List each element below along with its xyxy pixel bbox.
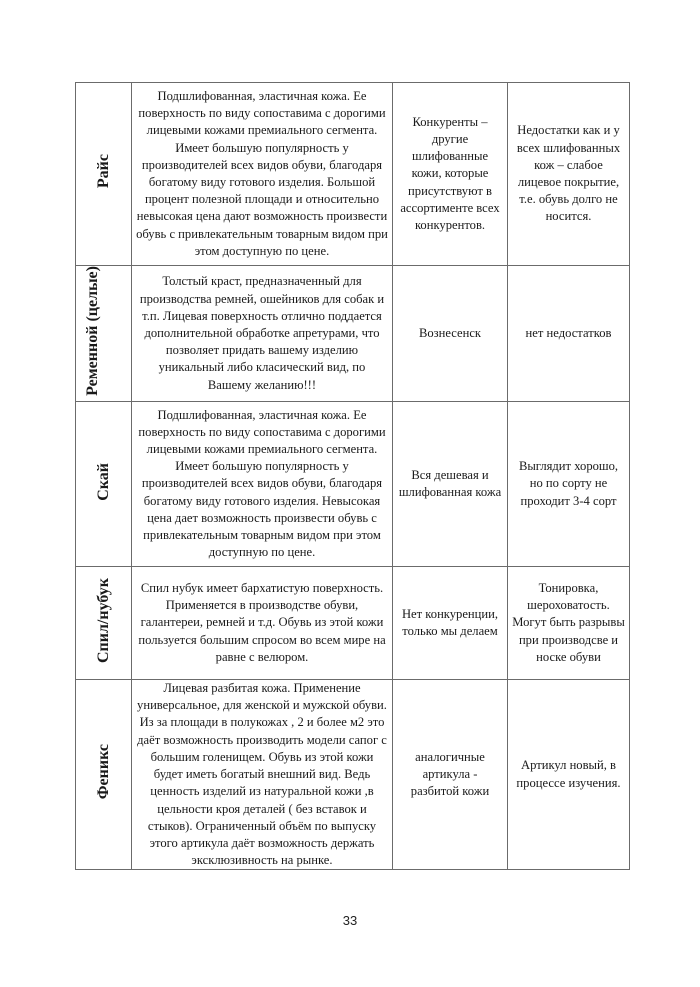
table-row	[76, 266, 630, 402]
table-row	[76, 680, 630, 870]
competitors-cell: Нет конкуренции, только мы делаем	[393, 567, 508, 680]
competitors-cell: Вся дешевая и шлифованная кожа	[393, 402, 508, 567]
product-name: Спил/нубук	[94, 577, 112, 663]
table-row	[76, 402, 630, 567]
description-cell: Подшлифованная, эластичная кожа. Ее поверхность по виду сопоставима с дорогими лицевыми кожами премиального сегмента. Имеет большую популярность у производителей всех видов обуви, благодаря богатому виду готового изделия. Невысокая цена дает возможность произвести обувь с привлекательным товарным видом при этом доступную по цене.	[132, 402, 393, 567]
product-name: Ременной (целые)	[83, 266, 101, 396]
table-row	[76, 567, 630, 680]
product-name-cell	[76, 567, 132, 680]
product-name-cell	[76, 402, 132, 567]
description-cell: Спил нубук имеет бархатистую поверхность. Применяется в производстве обуви, галантереи, ремней и т.д. Обувь из этой кожи пользуется большим спросом во всем мире на равне с велюром.	[132, 567, 393, 680]
leather-comparison-table	[75, 82, 630, 870]
product-name: Скай	[94, 462, 112, 501]
drawbacks-cell: Выглядит хорошо, но по сорту не проходит 3-4 сорт	[508, 402, 630, 567]
page-number: 33	[342, 913, 358, 928]
drawbacks-cell: Артикул новый, в процессе изучения.	[508, 680, 630, 870]
product-name-cell	[76, 680, 132, 870]
product-name: Феникс	[94, 744, 112, 800]
description-cell: Подшлифованная, эластичная кожа. Ее поверхность по виду сопоставима с дорогими лицевыми кожами премиального сегмента. Имеет большую популярность у производителей всех видов обуви, благодаря богатому виду готового изделия. Большой процент полезной площади и относительно невысокая цена дают возможность произвести обувь с привлекательным товарным видом при этом доступную по цене.	[132, 83, 393, 266]
product-name: Райс	[94, 154, 112, 189]
product-name-cell	[76, 266, 132, 402]
drawbacks-cell: Недостатки как и у всех шлифованных кож – слабое лицевое покрытие, т.е. обувь долго не носится.	[508, 83, 630, 266]
table-row	[76, 83, 630, 266]
description-cell: Толстый краст, предназначенный для производства ремней, ошейников для собак и т.п. Лицевая поверхность отлично поддается дополнительной обработке апретурами, что позволяет придать вашему изделию уникальный либо класический вид, по Вашему желанию!!!	[132, 266, 393, 402]
competitors-cell: Вознесенск	[393, 266, 508, 402]
product-name-cell	[76, 83, 132, 266]
drawbacks-cell: нет недостатков	[508, 266, 630, 402]
drawbacks-cell: Тонировка, шероховатость. Могут быть разрывы при производсве и носке обуви	[508, 567, 630, 680]
competitors-cell: Конкуренты – другие шлифованные кожи, которые присутствуют в ассортименте всех конкурентов.	[393, 83, 508, 266]
competitors-cell: аналогичные артикула - разбитой кожи	[393, 680, 508, 870]
description-cell: Лицевая разбитая кожа. Применение универсальное, для женской и мужской обуви. Из за площади в полукожах , 2 и более м2 это даёт возможность производить модели сапог с большим голенищем. Обувь из этой кожи будет иметь богатый внешний вид. Ведь ценность изделий из натуральной кожи ,в цельности кроя деталей ( без вставок и стыков). Ограниченный объём по выпуску этого артикула даёт возможность держать эксклюзивность на рынке.	[132, 680, 393, 870]
